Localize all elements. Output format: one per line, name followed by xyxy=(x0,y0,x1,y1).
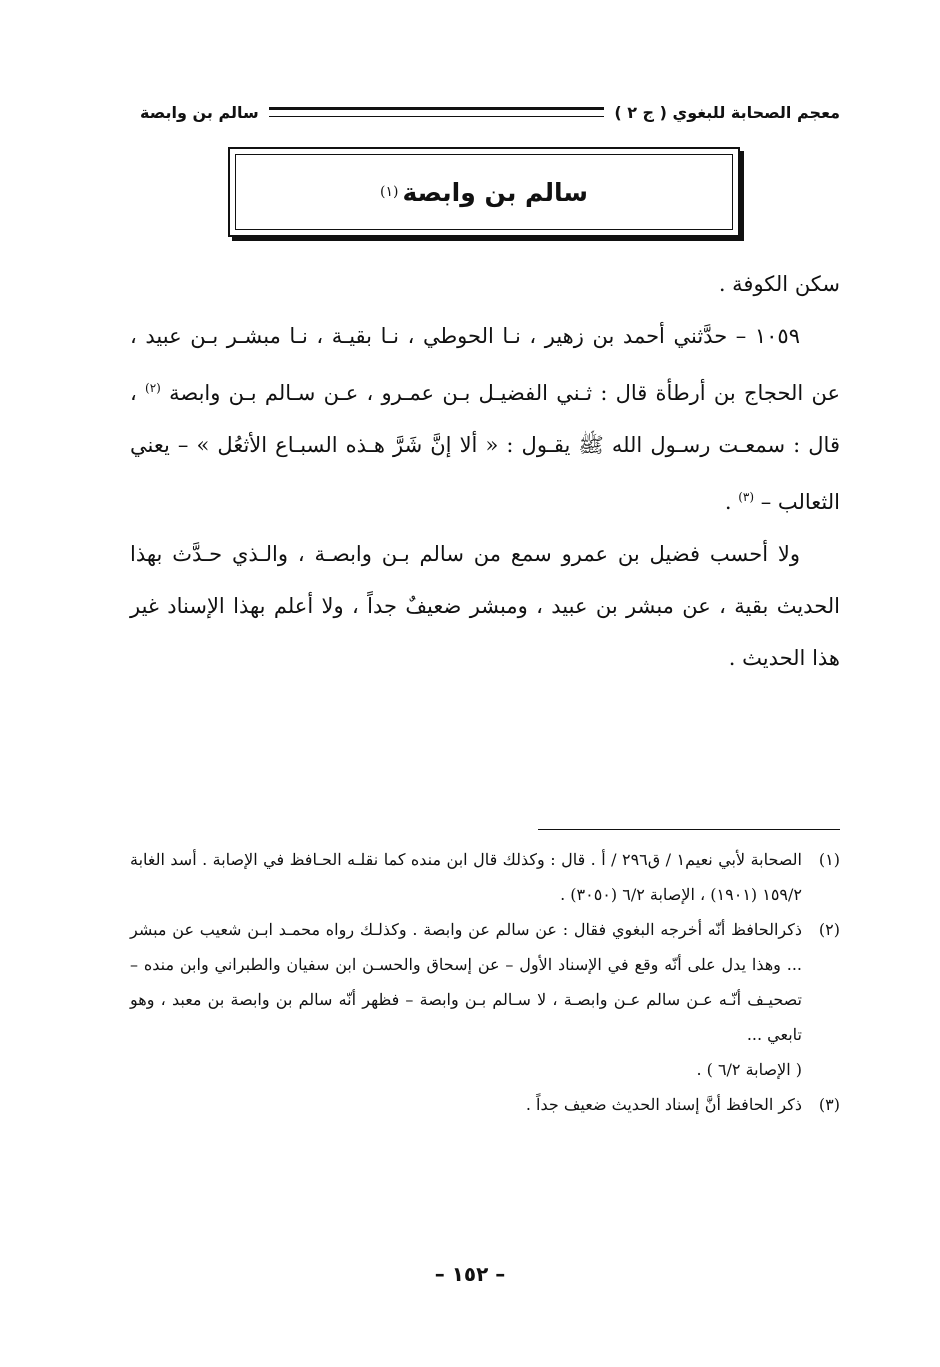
header-rule xyxy=(269,107,605,117)
footnotes xyxy=(130,842,840,1122)
entry-title: سالم بن وابصة xyxy=(402,177,589,207)
footnote-number: (٢) xyxy=(818,920,840,939)
commentary-paragraph: ولا أحسب فضيل بن عمرو سمع من سالم بـن وابصـة ، والـذي حـدَّث بهذا الحديث بقية ، عن مبشر بن عبيد ، ومبشر ضعيفٌ جداً ، ولا أعلم بهذا الإسناد غير هذا الحديث . xyxy=(130,542,840,670)
title-frame xyxy=(228,147,740,237)
footnote-marker-3: (٣) xyxy=(738,490,755,504)
running-header xyxy=(140,92,840,132)
hadith-isnad: ١٠٥٩ – حدَّثني أحمد بن زهير ، نـا الحوطي ، نـا بقيـة ، نـا مبشـر بـن عبيد ، عن الحجاج بن أرطأة قال : ثـني الفضيـل بـن عمـرو ، عـن سـالم بـن وابصة xyxy=(130,324,841,405)
hadith-matn: ، قال : سمعـت رسـول الله ﷺ يقـول : « ألا إنَّ شَرَّ هـذه السبـاع الأثعُل » – يعني الثعالب – xyxy=(130,381,840,514)
hadith-end: . xyxy=(724,490,732,514)
footnote-separator xyxy=(538,829,840,830)
hadith-paragraph xyxy=(130,310,840,528)
footnote-text: ذكرالحافظ أنّه أخرجه البغوي فقال : عن سالم عن وابصة . وكذلـك رواه محمـد ابـن شعيب عن مبشر ... وهذا يدل على أنّه وقع في الإسناد الأول – عن إسحاق والحسـن ابن سفيان والطبراني وابن منده – تصحيـف أنّـه عـن سالم عـن وابصـة ، لا سـالم بـن وابصة – فظهر أنّه سالم بن وابصة بن معبد ، وهو تابعي ... xyxy=(130,920,802,1044)
page-number: – ١٥٢ – xyxy=(434,1262,506,1286)
footnote-marker-2: (٢) xyxy=(145,381,161,395)
title-frame-inner xyxy=(235,154,733,230)
footnote-2 xyxy=(130,912,840,1087)
footnote-reference: ( الإصابة ٦/٢ ) . xyxy=(696,1060,802,1079)
footnote-number: (١) xyxy=(818,850,840,869)
main-text xyxy=(130,258,840,684)
book-title: معجم الصحابة للبغوي ( ج ٢ ) xyxy=(614,102,840,122)
footnote-text: الصحابة لأبي نعيم١ / ق٢٩٦ / أ . قال : وكذلك قال ابن منده كما نقلـه الحـافظ في الإصابة . أسد الغابة ١٥٩/٢ (١٩٠١) ، الإصابة ٦/٢ (٣٠٥٠) . xyxy=(130,850,803,904)
footnote-3 xyxy=(130,1087,840,1122)
footnote-1 xyxy=(130,842,840,912)
footnote-number: (٣) xyxy=(818,1095,840,1114)
footnote-content xyxy=(130,912,802,1087)
title-footnote-marker: (١) xyxy=(380,184,399,200)
footnote-text: ذكر الحافظ أنَّ إسناد الحديث ضعيف جداً . xyxy=(525,1095,802,1114)
chapter-name: سالم بن وابصة xyxy=(140,102,259,122)
intro-line: سكن الكوفة . xyxy=(718,272,840,296)
